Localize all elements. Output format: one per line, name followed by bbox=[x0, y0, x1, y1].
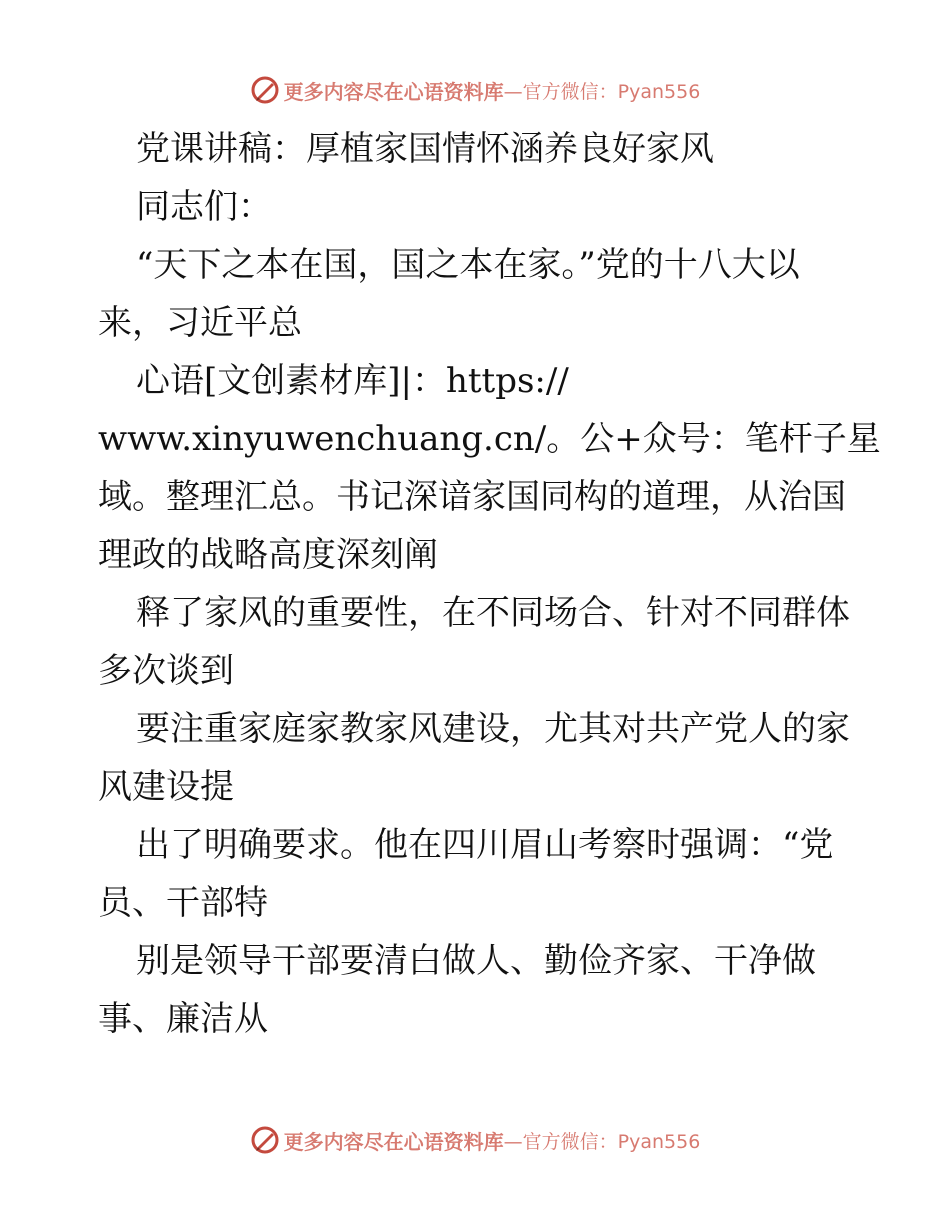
text-line: 域。整理汇总。书记深谙家国同构的道理，从治国 bbox=[98, 477, 846, 517]
text-line: 事、廉洁从 bbox=[98, 999, 268, 1039]
footer-banner-wechat: —官方微信：Pyan556 bbox=[503, 1130, 701, 1153]
text-line: 理政的战略高度深刻阐 bbox=[98, 535, 438, 575]
text-line: 要注重家庭家教家风建设，尤其对共产党人的家 bbox=[136, 709, 850, 749]
header-banner-text: 更多内容尽在心语资料库 bbox=[283, 79, 504, 104]
document-title: 党课讲稿：厚植家国情怀涵养良好家风 bbox=[136, 129, 714, 169]
footer-banner bbox=[0, 1120, 950, 1160]
text-line: www.xinyuwenchuang.cn/。公+众号：笔杆子星 bbox=[98, 419, 881, 459]
text-line: 多次谈到 bbox=[98, 651, 234, 691]
text-line: 风建设提 bbox=[98, 767, 234, 807]
text-line: “天下之本在国，国之本在家。”党的十八大以 bbox=[136, 245, 800, 285]
header-banner-wechat: —官方微信：Pyan556 bbox=[503, 80, 701, 103]
text-line: 出了明确要求。他在四川眉山考察时强调：“党 bbox=[136, 825, 834, 865]
header-banner bbox=[0, 70, 950, 110]
pen-logo-icon bbox=[250, 1125, 280, 1155]
text-line: 心语[文创素材库]|：https:// bbox=[136, 361, 569, 401]
text-line: 来，习近平总 bbox=[98, 303, 302, 343]
footer-banner-text: 更多内容尽在心语资料库 bbox=[283, 1129, 504, 1154]
text-line: 别是领导干部要清白做人、勤俭齐家、干净做 bbox=[136, 941, 816, 981]
text-line: 员、干部特 bbox=[98, 883, 268, 923]
salutation: 同志们： bbox=[136, 187, 272, 227]
text-line: 释了家风的重要性，在不同场合、针对不同群体 bbox=[136, 593, 850, 633]
document-body bbox=[98, 120, 881, 1048]
pen-logo-icon bbox=[250, 75, 280, 105]
